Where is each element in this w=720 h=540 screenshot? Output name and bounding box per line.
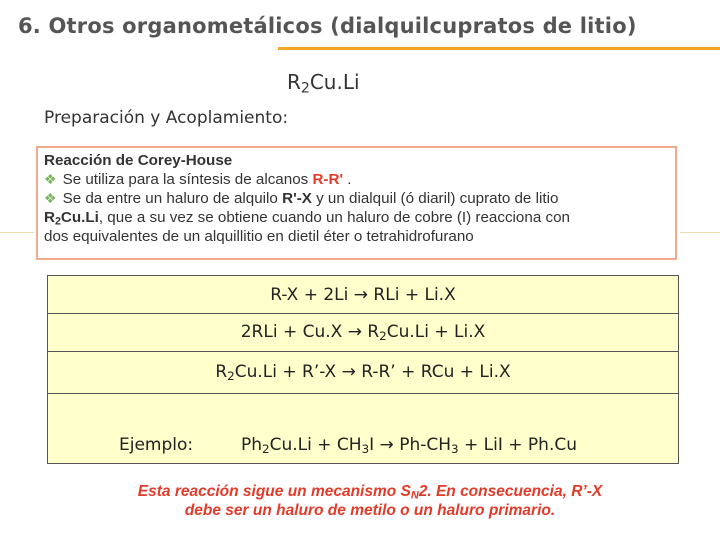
section-subtitle: Preparación y Acoplamiento: [44,108,289,128]
mechanism-note [80,482,660,520]
corey-heading: Reacción de Corey-House [44,152,233,169]
reaction-row-2: $2RLi + Cu.X \to R_2Cu.Li + Li.X$ [48,314,678,352]
diamond-bullet-icon: ❖ [44,190,57,206]
slide-title: 6. Otros organometálicos (dialquilcupratos de litio) [18,14,637,38]
corey-line-1: ❖ Se utiliza para la síntesis de alcanos R-R' . [44,171,352,188]
corey-line-3: $R_2Cu.Li$, que a su vez se obtiene cuando un haluro de cobre (I) reacciona con [44,209,570,228]
note-line-1: Esta reacción sigue un mecanismo $S_N2$. En consecuencia, R’-X [137,483,603,502]
example-equation: $Ph_2Cu.Li + CH_3I \to Ph-CH_3$ + LiI + Ph.Cu [241,435,577,456]
reaction-row-3: $R_2Cu.Li$ + R’-X → R-R’ + RCu + Li.X [48,352,678,394]
note-line-2: debe ser un haluro de metilo o un haluro primario. [184,502,556,519]
divider-left [0,232,34,233]
reactions-table [47,275,679,464]
corey-line-2: ❖ Se da entre un haluro de alquilo R'-X y un dialquil (ó diaril) cuprato de litio [44,190,559,207]
corey-line-4: dos equivalentes de un alquillitio en dietil éter o tetrahidrofurano [44,228,474,245]
reaction-row-1: R-X + 2Li → RLi + Li.X [48,276,678,314]
title-underline [278,47,720,50]
divider-right [680,232,720,233]
example-row [48,394,678,462]
corey-house-box [36,146,677,260]
diamond-bullet-icon: ❖ [44,171,57,187]
reagent-formula: $R_2Cu.Li$ [287,70,360,97]
example-label: Ejemplo: [119,435,194,455]
